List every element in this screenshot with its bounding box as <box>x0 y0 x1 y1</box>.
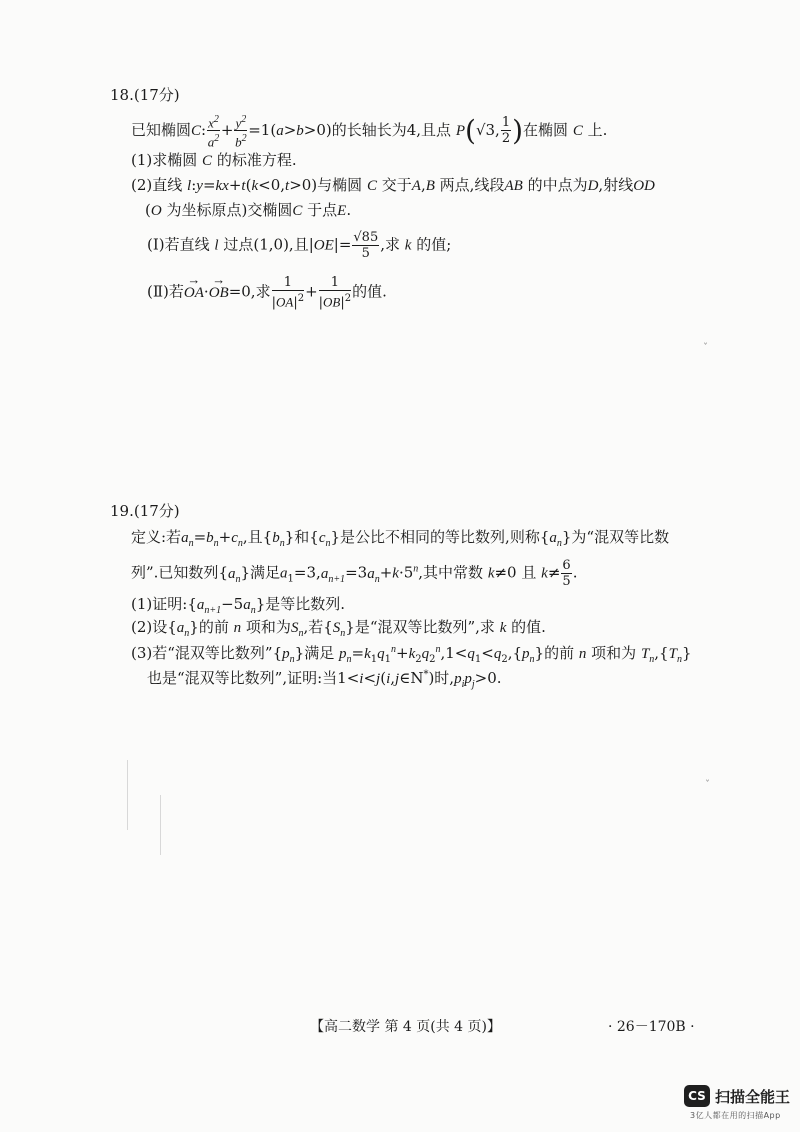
q18-part2: (2)直线 l:y=kx+t(k<0,t>0)与椭圆 C 交于A,B 两点,线段AB 的中点为D,射线OD <box>131 176 655 194</box>
q18-intro: 已知椭圆C: $\frac{x^2}{a^2}$ + $\frac{y^2}{b^2}$ =1(a>b>0)的长轴长为4,且点 P(√3, $\frac{1}{2}$ )在椭圆 C 上. <box>131 113 608 150</box>
paper-code: · 26－170B · <box>608 1019 695 1035</box>
scan-speck: ˇ <box>703 343 708 354</box>
q19-number: 19.(17分) <box>110 502 180 520</box>
camscanner-logo-icon: CS <box>684 1085 710 1107</box>
q19-definition: 定义:若$a_n=b_n+c_n$,且$\{b_n\}$和$\{c_n\}$是公比不相同的等比数列,则称$\{a_n\}$为“混双等比数 <box>131 528 670 549</box>
q18-number: 18.(17分) <box>110 86 180 104</box>
page-footer: 【高二数学 第 4 页(共 4 页)】 <box>310 1019 501 1035</box>
camscanner-name: 扫描全能王 <box>715 1088 791 1106</box>
q19-part2: (2)设$\{a_n\}$的前 n 项和为$S_n$,若$\{S_n\}$是“混双等比数列”,求 k 的值. <box>131 618 546 639</box>
q18-sub2: (Ⅱ)若→ OA·→ OB=0,求 $\frac{1}{|OA|^2}$ + $\frac{1}{|OB|^2}$ 的值. <box>147 275 387 310</box>
q19-part3: (3)若“混双等比数列$”\{p_n\}$满足 $p_n=k_1q_1^n+k_2q_2^n,1<q_1<q_2,\{p_n\}$的前 n 项和为 $T_n,\{T_n\}$ <box>131 644 692 665</box>
q19-definition-line2: 列”.已知数列$\{a_n\}$满足$a_1=3,a_{n+1}=3a_n+k\cdot 5^n$,其中常数 k≠0 且 k≠ $\frac{6}{5}$ . <box>131 558 578 589</box>
q19-part3-line2: 也是“混双等比数列”,证明:当1<i<j(i,j∈N*)时$,p_ip_j>0$. <box>147 669 502 690</box>
scan-artifact-line <box>160 795 161 855</box>
q18-part2-line2: (O 为坐标原点)交椭圆C 于点E. <box>145 201 352 219</box>
scan-artifact-line <box>127 760 128 830</box>
q18-sub1: (Ⅰ)若直线 l 过点(1,0),且|OE|= $\frac{√85}{5}$ ,求 k 的值; <box>147 230 452 261</box>
q18-part1: (1)求椭圆 C 的标准方程. <box>131 151 297 169</box>
camscanner-tagline: 3亿人都在用的扫描App <box>690 1111 781 1120</box>
scan-speck: ˇ <box>705 780 710 791</box>
q19-part1: (1)证明$:\{a_{n+1}-5a_n\}$是等比数列. <box>131 595 346 616</box>
